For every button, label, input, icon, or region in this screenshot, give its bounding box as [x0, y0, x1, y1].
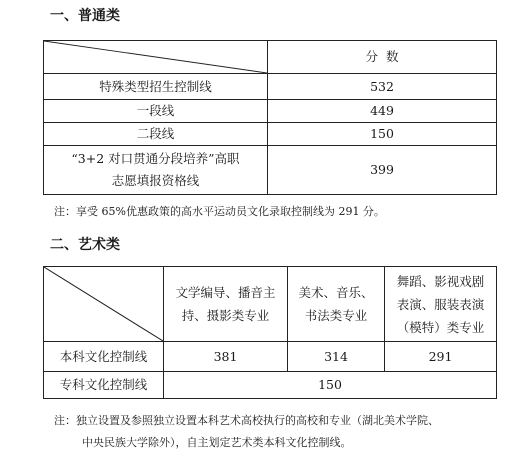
row-value: 449 [268, 100, 497, 123]
table-row [44, 123, 497, 146]
row-value: 291 [385, 342, 497, 372]
art-score-table [43, 266, 497, 399]
row-value: 150 [164, 372, 497, 399]
row-value: 314 [288, 342, 385, 372]
section2-note-line1: 注：独立设置及参照独立设置本科艺术高校执行的高校和专业（湖北美术学院、 [54, 414, 439, 427]
table-row [44, 100, 497, 123]
column-header-line: 舞蹈、影视戏剧 [396, 273, 485, 289]
table-row [44, 372, 497, 399]
row-value: 381 [164, 342, 288, 372]
row-value: 150 [268, 123, 497, 146]
row-label [44, 146, 268, 195]
section1-heading: 一、普通类 [50, 8, 120, 24]
column-header-line: 文学编导、播音主 [175, 285, 276, 300]
column-header-line: 表演、服装表演 [396, 296, 485, 312]
diagonal-line [44, 41, 267, 73]
general-score-table [43, 40, 497, 195]
row-label: 本科文化控制线 [44, 342, 164, 372]
table-row [44, 146, 497, 195]
row-label-line1: “3+2 对口贯通分段培养”高职 [71, 151, 240, 166]
section1-note: 注：享受 65%优惠政策的高水平运动员文化录取控制线为 291 分。 [54, 205, 385, 218]
column-header-line: （模特）类专业 [396, 319, 485, 335]
table1-corner-cell [44, 41, 268, 74]
row-label-line2: 志愿填报资格线 [111, 173, 200, 188]
row-label: 一段线 [44, 100, 268, 123]
row-value: 399 [268, 146, 497, 195]
score-header: 分 数 [268, 41, 497, 74]
row-label: 专科文化控制线 [44, 372, 164, 399]
section2-note-line2: 中央民族大学除外），自主划定艺术类本科文化控制线。 [82, 436, 352, 449]
diagonal-line [44, 267, 163, 341]
row-value: 532 [268, 74, 497, 100]
row-label: 特殊类型招生控制线 [44, 74, 268, 100]
column-header [385, 267, 497, 342]
table-row [44, 74, 497, 100]
column-header-line: 书法类专业 [304, 308, 368, 323]
column-header-line: 美术、音乐、 [298, 285, 374, 300]
table2-corner-cell [44, 267, 164, 342]
row-label: 二段线 [44, 123, 268, 146]
column-header-line: 持、摄影类专业 [181, 308, 270, 323]
column-header [164, 267, 288, 342]
section2-heading: 二、艺术类 [50, 237, 120, 253]
table-row [44, 342, 497, 372]
column-header [288, 267, 385, 342]
